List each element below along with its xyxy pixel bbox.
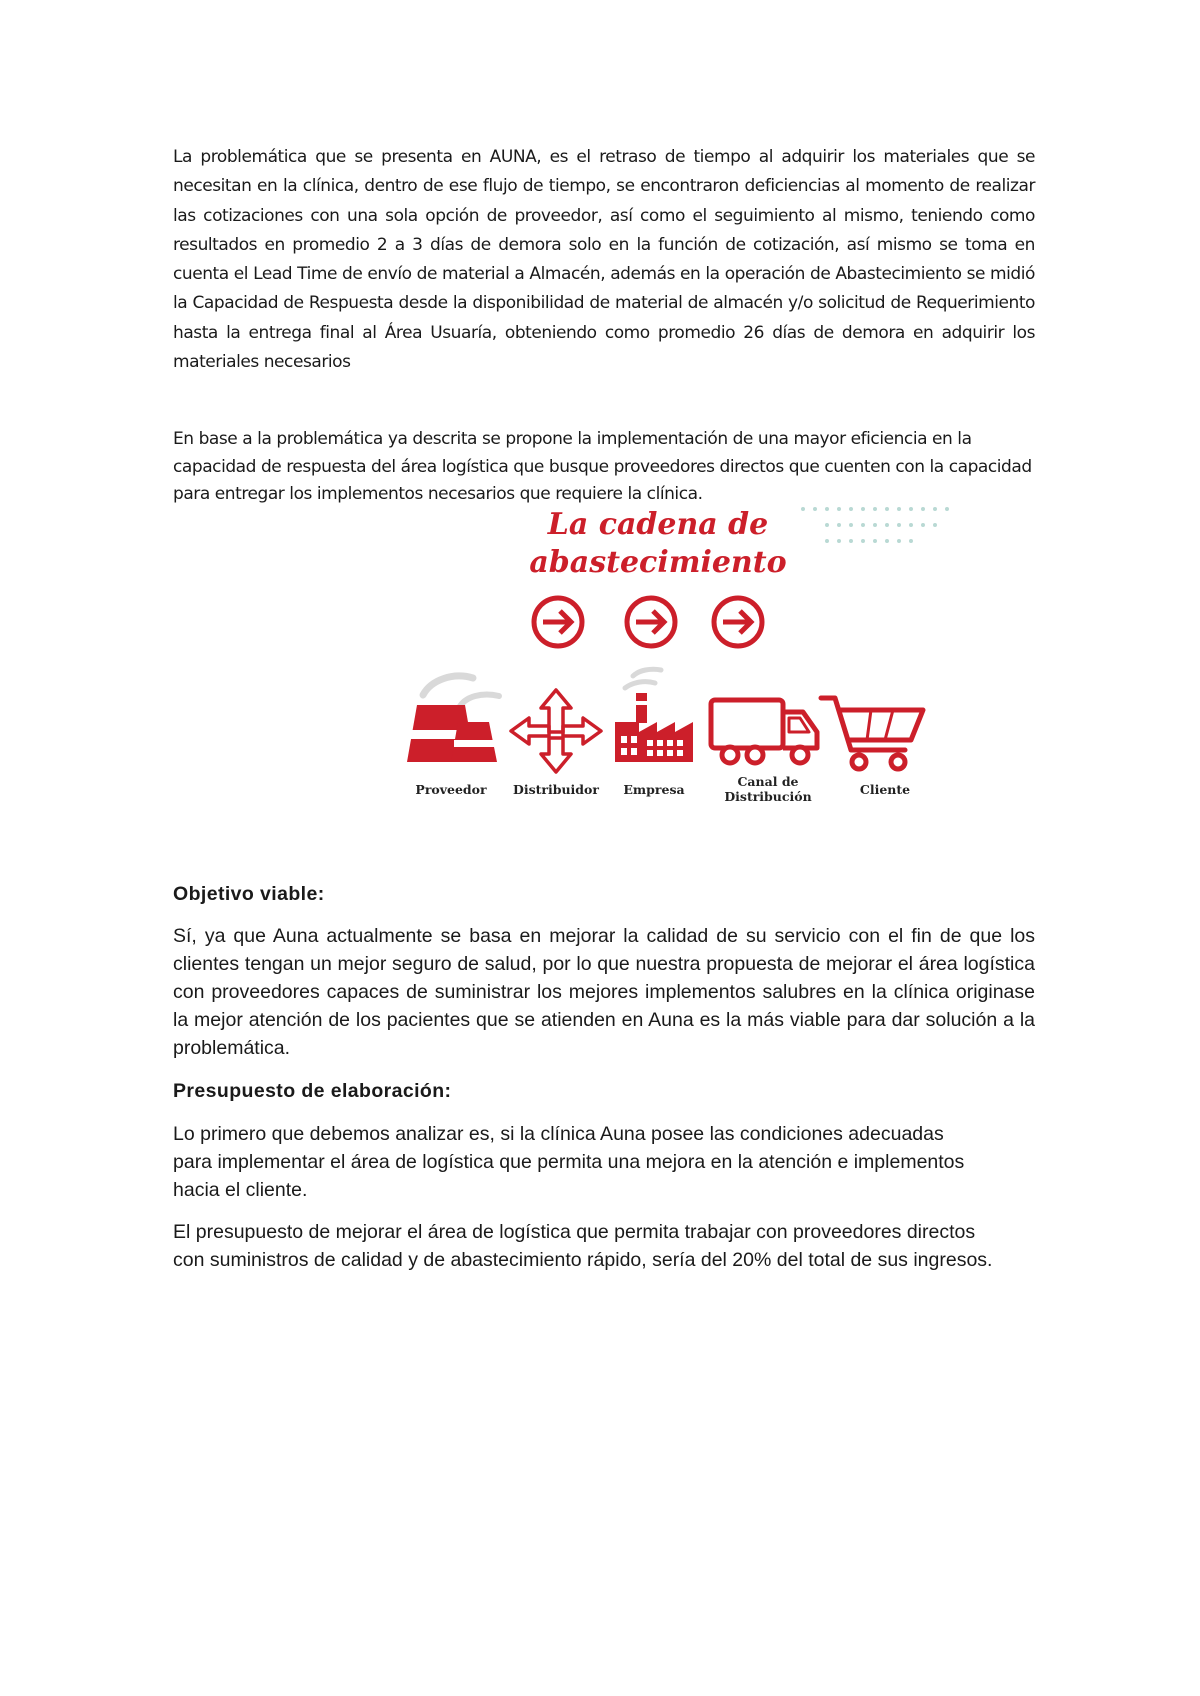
arrow-right-icon <box>714 598 762 646</box>
viable-heading: Objetivo viable: <box>173 883 325 905</box>
stage-label-empresa: Empresa <box>623 782 685 797</box>
power-plant-icon <box>407 676 499 762</box>
figure-title-line2: abastecimiento <box>529 545 787 580</box>
arrow-right-icon <box>534 598 582 646</box>
stage-label-canal: Canal de Distribución <box>724 774 812 804</box>
stage-label-distribuidor: Distribuidor <box>513 782 599 797</box>
factory-icon <box>615 669 693 762</box>
truck-icon <box>711 700 817 763</box>
distribution-arrows-icon <box>511 690 601 772</box>
arrow-right-icon <box>627 598 675 646</box>
budget-heading: Presupuesto de elaboración: <box>173 1080 452 1102</box>
shopping-cart-icon <box>821 698 923 769</box>
stage-label-cliente: Cliente <box>859 782 911 797</box>
budget-body-2: El presupuesto de mejorar el área de logística que permita trabajar con proveedores directos con suministros de calidad y de abastecimiento rápido, sería del 20% del total de sus ingresos. <box>173 1221 993 1271</box>
problem-paragraph: La problemática que se presenta en AUNA, es el retraso de tiempo al adquirir los materiales que se necesitan en la clínica, dentro de ese flujo de tiempo, se encontraron deficiencias al momento de realizar las cotizaciones con una sola opción de proveedor, así como el seguimiento al mismo, teniendo como resultados en promedio 2 a 3 días de demora solo en la función de cotización, así mismo se toma en cuenta el Lead Time de envío de material a Almacén, además en la operación de Abastecimiento se midió la Capacidad de Respuesta desde la disponibilidad de material de almacén y/o solicitud de Requerimiento hasta la entrega final al Área Usuaría, obteniendo como promedio 26 días de demora en adquirir los materiales necesarios <box>173 147 1035 373</box>
figure-title-line1: La cadena de <box>547 507 769 542</box>
proposal-paragraph: En base a la problemática ya descrita se propone la implementación de una mayor eficiencia en la capacidad de respuesta del área logística que busque proveedores directos que cuenten con la capacidad para entregar los implementos necesarios que requiere la clínica. <box>173 429 1032 504</box>
stage-label-proveedor: Proveedor <box>415 782 487 797</box>
budget-body-1: Lo primero que debemos analizar es, si la clínica Auna posee las condiciones adecuadas para implementar el área de logística que permita una mejora en la atención e implementos hacia el cliente. <box>173 1123 965 1201</box>
viable-body: Sí, ya que Auna actualmente se basa en mejorar la calidad de su servicio con el fin de que los clientes tengan un mejor seguro de salud, por lo que nuestra propuesta de mejorar el área logística con proveedores capaces de suministrar los mejores implementos salubres en la clínica originase la mejor atención de los pacientes que se atienden en Auna es la más viable para dar solución a la problemática. <box>173 925 1035 1059</box>
supply-chain-figure <box>393 500 963 820</box>
